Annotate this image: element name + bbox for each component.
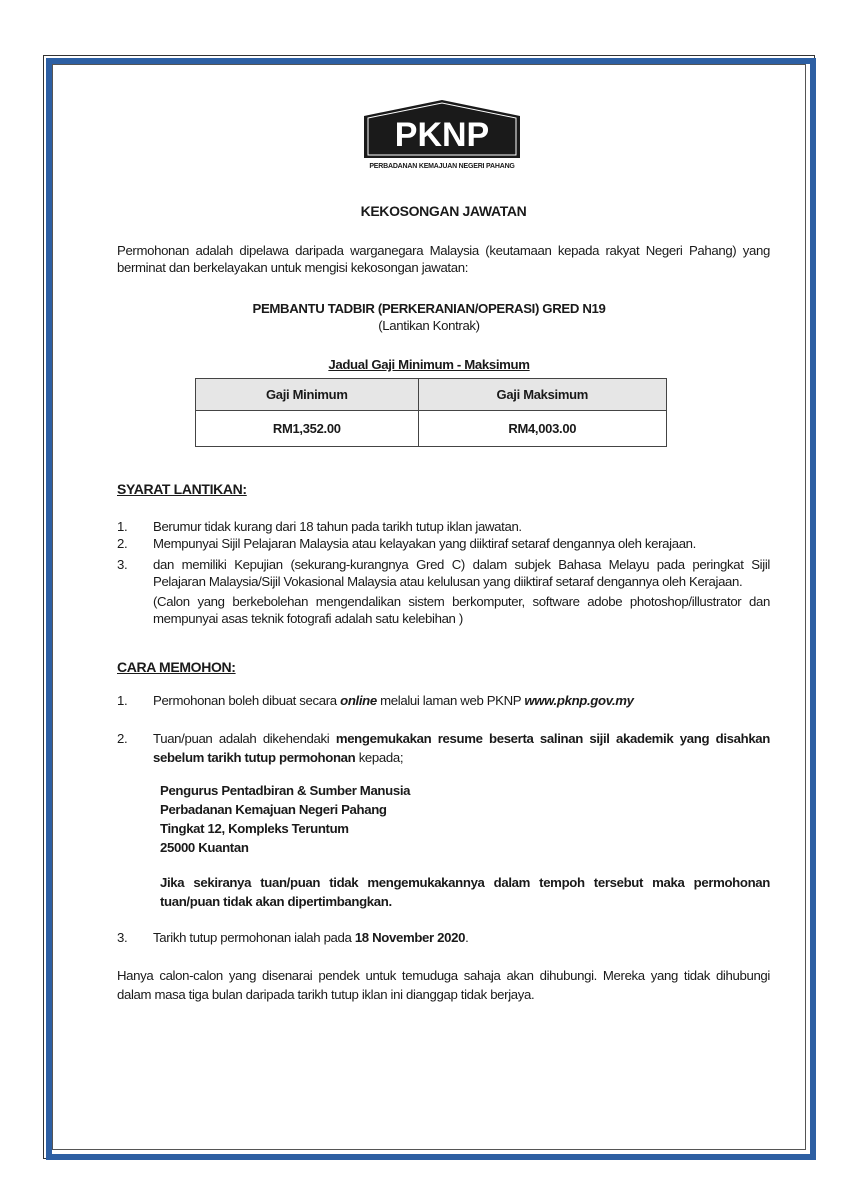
list-item <box>117 518 770 535</box>
cara-heading: CARA MEMOHON: <box>117 659 236 675</box>
item-text: Permohonan boleh dibuat secara <box>153 693 341 708</box>
list-item <box>117 535 770 552</box>
salary-value-min: RM1,352.00 <box>196 411 419 447</box>
position-title: PEMBANTU TADBIR (PERKERANIAN/OPERASI) GRED N19 <box>252 301 606 316</box>
item-text: melalui laman web PKNP <box>376 693 525 708</box>
item-number: 3. <box>117 557 128 572</box>
item-text: Tarikh tutup permohonan ialah pada <box>153 930 355 945</box>
address-line: Pengurus Pentadbiran & Sumber Manusia <box>160 783 411 798</box>
address-line: Tingkat 12, Kompleks Teruntum <box>160 821 349 836</box>
address-block <box>117 781 770 857</box>
syarat-heading: SYARAT LANTIKAN: <box>117 481 247 497</box>
warning-text: Jika sekiranya tuan/puan tidak mengemukakannya dalam tempoh tersebut maka permohonan tuan/puan tidak akan dipertimbangkan. <box>160 875 770 909</box>
logo-text: PKNP <box>394 116 490 154</box>
page-title: KEKOSONGAN JAWATAN <box>360 203 527 219</box>
footer-note: Hanya calon-calon yang disenarai pendek untuk temuduga sahaja akan dihubungi. Mereka yang tidak dihubungi dalam masa tiga bulan daripada tarikh tutup iklan ini dianggap tidak berjaya. <box>117 968 770 1002</box>
online-text: online <box>340 693 377 708</box>
list-item <box>117 929 770 946</box>
syarat-list <box>117 518 770 627</box>
item-text: . <box>465 930 469 945</box>
address-line: Perbadanan Kemajuan Negeri Pahang <box>160 802 387 817</box>
item-number: 2. <box>117 731 128 746</box>
item-number: 2. <box>117 536 128 551</box>
item-text: Mempunyai Sijil Pelajaran Malaysia atau kelayakan yang diiktiraf setaraf dengannya oleh kerajaan. <box>153 536 696 551</box>
logo-subtitle: PERBADANAN KEMAJUAN NEGERI PAHANG <box>369 163 515 170</box>
item-number: 1. <box>117 519 128 534</box>
item-number: 1. <box>117 693 128 708</box>
list-item <box>117 556 770 627</box>
item-note: (Calon yang berkebolehan mengendalikan sistem berkomputer, software adobe photoshop/illustrator dan mempunyai asas teknik fotografi adalah satu kelebihan ) <box>153 594 770 626</box>
item-bold-text: mengemukakan resume beserta salinan sijil akademik yang disahkan sebelum tarikh tutup permohonan <box>153 731 770 765</box>
salary-header-max: Gaji Maksimum <box>418 379 666 411</box>
document-body <box>117 203 770 1004</box>
website-link[interactable]: www.pknp.gov.my <box>524 693 634 708</box>
item-text: kepada; <box>355 750 404 765</box>
address-line: 25000 Kuantan <box>160 840 249 855</box>
salary-header-min: Gaji Minimum <box>196 379 419 411</box>
item-text: dan memiliki Kepujian (sekurang-kurangnya Gred C) dalam subjek Bahasa Melayu pada peringkat Sijil Pelajaran Malaysia/Sijil Vokasional Malaysia atau kelulusan yang diiktiraf setaraf dengannya oleh Kerajaan. <box>153 557 770 589</box>
closing-date: 18 November 2020 <box>354 930 466 945</box>
salary-heading: Jadual Gaji Minimum - Maksimum <box>328 357 530 372</box>
salary-value-max: RM4,003.00 <box>418 411 666 447</box>
list-item <box>117 692 770 709</box>
salary-table <box>195 378 667 447</box>
position-type: (Lantikan Kontrak) <box>378 318 480 333</box>
list-item <box>117 729 770 767</box>
item-text: Berumur tidak kurang dari 18 tahun pada tarikh tutup iklan jawatan. <box>153 519 522 534</box>
intro-paragraph: Permohonan adalah dipelawa daripada warganegara Malaysia (keutamaan kepada rakyat Negeri Pahang) yang berminat dan berkelayakan untuk mengisi kekosongan jawatan: <box>117 243 770 275</box>
item-number: 3. <box>117 930 128 945</box>
pknp-logo <box>362 98 522 170</box>
item-text: Tuan/puan adalah dikehendaki <box>153 731 336 746</box>
